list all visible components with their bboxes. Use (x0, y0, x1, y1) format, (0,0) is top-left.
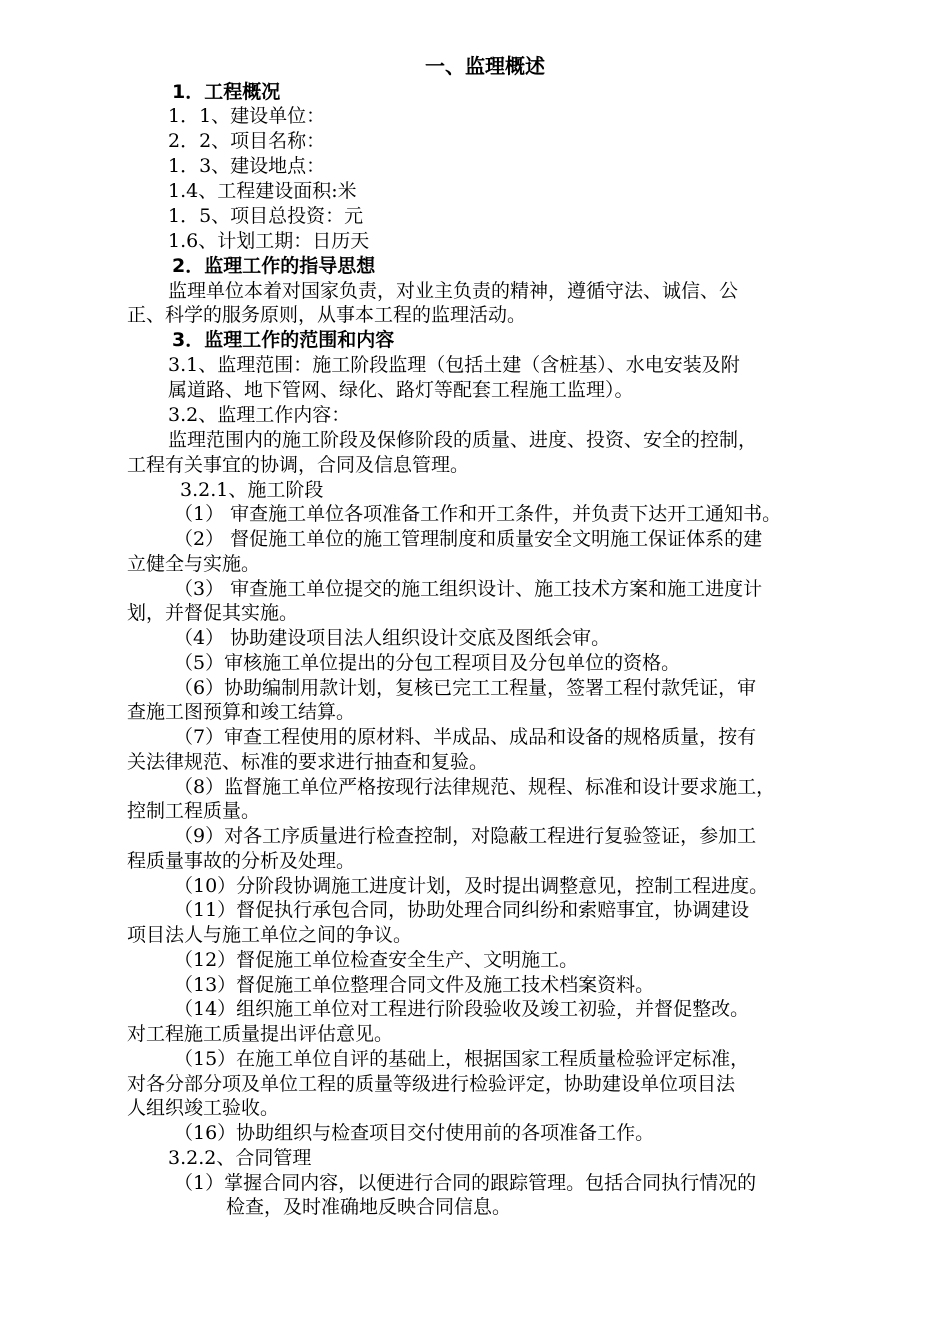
text-line: 监理范围内的施工阶段及保修阶段的质量、进度、投资、安全的控制， (168, 429, 758, 451)
text-line: 项目法人与施工单位之间的争议。 (127, 924, 413, 946)
text-line: 对各分部分项及单位工程的质量等级进行检验评定，协助建设单位项目法 (127, 1073, 736, 1095)
text-line: 工程有关事宜的协调，合同及信息管理。 (127, 454, 470, 476)
text-line: （8）监督施工单位严格按现行法律规范、规程、标准和设计要求施工， (174, 776, 776, 798)
text-line: （6）协助编制用款计划，复核已完工工程量，签署工程付款凭证，审 (174, 677, 757, 699)
text-line: 监理单位本着对国家负责，对业主负责的精神，遵循守法、诚信、公 (168, 280, 739, 302)
text-line: 正、科学的服务原则，从事本工程的监理活动。 (127, 304, 527, 326)
text-line: 控制工程质量。 (127, 800, 261, 822)
text-line: 1．3、建设地点： (168, 155, 326, 177)
text-line: （14）组织施工单位对工程进行阶段验收及竣工初验，并督促整改。 (174, 998, 750, 1020)
page-title: 一、监理概述 (425, 54, 545, 78)
text-line: （2） 督促施工单位的施工管理制度和质量安全文明施工保证体系的建 (174, 528, 763, 550)
text-line: （1） 审查施工单位各项准备工作和开工条件，并负责下达开工通知书。 (174, 503, 782, 525)
text-line: 对工程施工质量提出评估意见。 (127, 1023, 394, 1045)
text-line: 关法律规范、标准的要求进行抽查和复验。 (127, 751, 489, 773)
section-heading: 1．工程概况 (172, 81, 281, 103)
text-line: 3.2、监理工作内容： (168, 404, 351, 426)
text-line: （5）审核施工单位提出的分包工程项目及分包单位的资格。 (174, 652, 681, 674)
text-line: 1.6、计划工期：日历天 (168, 230, 370, 252)
text-line: （15）在施工单位自评的基础上，根据国家工程质量检验评定标准， (174, 1048, 750, 1070)
text-line: （16）协助组织与检查项目交付使用前的各项准备工作。 (174, 1122, 655, 1144)
text-line: 1．5、项目总投资：元 (168, 205, 364, 227)
text-line: （13）督促施工单位整理合同文件及施工技术档案资料。 (174, 974, 655, 996)
text-line: 1．1、建设单位： (168, 105, 326, 127)
text-line: 人组织竣工验收。 (127, 1097, 280, 1119)
text-line: （10）分阶段协调施工进度计划，及时提出调整意见，控制工程进度。 (174, 875, 769, 897)
text-line: 程质量事故的分析及处理。 (127, 850, 356, 872)
text-line: 2．2、项目名称： (168, 130, 326, 152)
text-line: （4） 协助建设项目法人组织设计交底及图纸会审。 (174, 627, 611, 649)
text-line: 3.1、监理范围：施工阶段监理（包括土建（含桩基）、水电安装及附 (168, 354, 740, 376)
text-line: 3.2.1、施工阶段 (180, 479, 324, 501)
text-line: 3.2.2、合同管理 (168, 1147, 312, 1169)
section-heading: 2．监理工作的指导思想 (172, 255, 376, 277)
text-line: 检查，及时准确地反映合同信息。 (226, 1196, 512, 1218)
text-line: （7）审查工程使用的原材料、半成品、成品和设备的规格质量，按有 (174, 726, 757, 748)
text-line: 立健全与实施。 (127, 553, 261, 575)
text-line: （1）掌握合同内容，以便进行合同的跟踪管理。包括合同执行情况的 (174, 1172, 757, 1194)
text-line: （12）督促施工单位检查安全生产、文明施工。 (174, 949, 579, 971)
text-line: （3） 审查施工单位提交的施工组织设计、施工技术方案和施工进度计 (174, 578, 763, 600)
text-line: 查施工图预算和竣工结算。 (127, 701, 356, 723)
text-line: 划，并督促其实施。 (127, 602, 299, 624)
text-line: 1.4、工程建设面积:米 (168, 180, 357, 202)
text-line: 属道路、地下管网、绿化、路灯等配套工程施工监理）。 (168, 379, 634, 401)
text-line: （11）督促执行承包合同，协助处理合同纠纷和索赔事宜，协调建设 (174, 899, 750, 921)
section-heading: 3．监理工作的范围和内容 (172, 329, 395, 351)
text-line: （9）对各工序质量进行检查控制，对隐蔽工程进行复验签证，参加工 (174, 825, 757, 847)
